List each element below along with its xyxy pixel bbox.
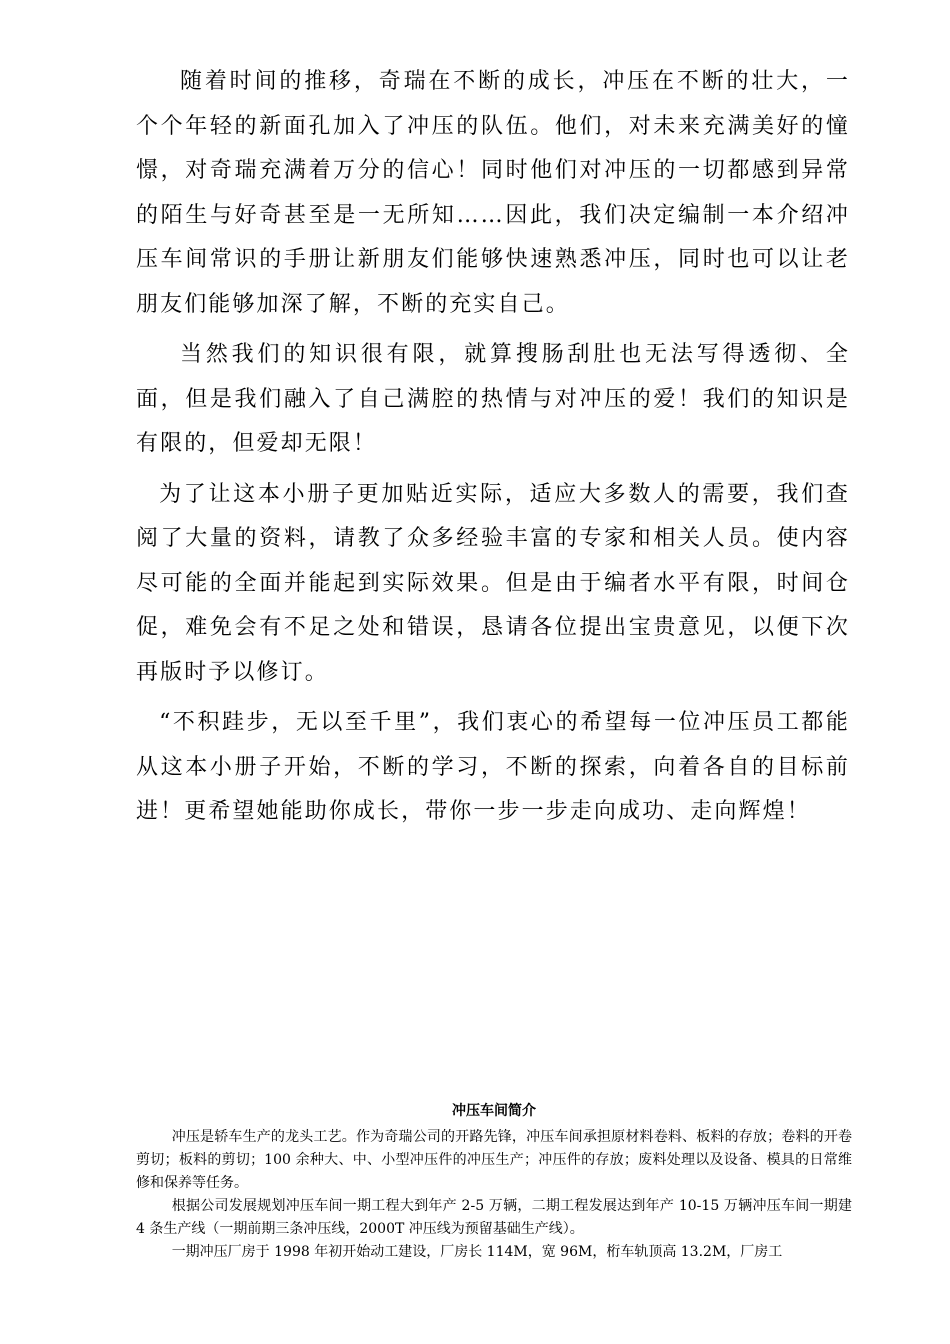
preface-paragraph-1: 随着时间的推移，奇瑞在不断的成长，冲压在不断的壮大，一个个年轻的新面孔加入了冲压的队伍。他们，对未来充满美好的憧憬，对奇瑞充满着万分的信心！同时他们对冲压的一切都感到异常的陌生与好奇甚至是一无所知……因此，我们决定编制一本介绍冲压车间常识的手册让新朋友们能够快速熟悉冲压，同时也可以让老朋友们能够加深了解，不断的充实自己。: [136, 69, 850, 317]
section-paragraph-1: 冲压是轿车生产的龙头工艺。作为奇瑞公司的开路先锋，冲压车间承担原材料卷料、板料的存放；卷料的开卷剪切；板料的剪切；100 余种大、中、小型冲压件的冲压生产；冲压件的存放；废料处理以及设备、模具的日常维修和保养等任务。: [136, 1129, 852, 1191]
section-paragraph-2: 根据公司发展规划冲压车间一期工程大到年产 2-5 万辆，二期工程发展达到年产 10-15 万辆冲压车间一期建 4 条生产线（一期前期三条冲压线，2000T 冲压线为预留基础生产线）。: [136, 1198, 852, 1237]
section-paragraph-3: 一期冲压厂房于 1998 年初开始动工建设，厂房长 114M，宽 96M，桁车轨顶高 13.2M，厂房工: [171, 1244, 783, 1260]
preface-paragraph-3: 为了让这本小册子更加贴近实际，适应大多数人的需要，我们查阅了大量的资料，请教了众多经验丰富的专家和相关人员。使内容尽可能的全面并能起到实际效果。但是由于编者水平有限，时间仓促，难免会有不足之处和错误，恳请各位提出宝贵意见，以便下次再版时予以修订。: [136, 481, 850, 685]
preface-text: [136, 60, 850, 841]
section-title: 冲压车间简介: [452, 1103, 536, 1119]
preface-paragraph-4: “不积跬步，无以至千里”，我们衷心的希望每一位冲压员工都能从这本小册子开始，不断的学习，不断的探索，向着各自的目标前进！更希望她能助你成长，带你一步一步走向成功、走向辉煌！: [136, 710, 850, 824]
preface-paragraph-2: 当然我们的知识很有限，就算搜肠刮肚也无法写得透彻、全面，但是我们融入了自己满腔的热情与对冲压的爱！我们的知识是有限的，但爱却无限！: [136, 342, 850, 456]
workshop-intro-section: [136, 1099, 852, 1264]
